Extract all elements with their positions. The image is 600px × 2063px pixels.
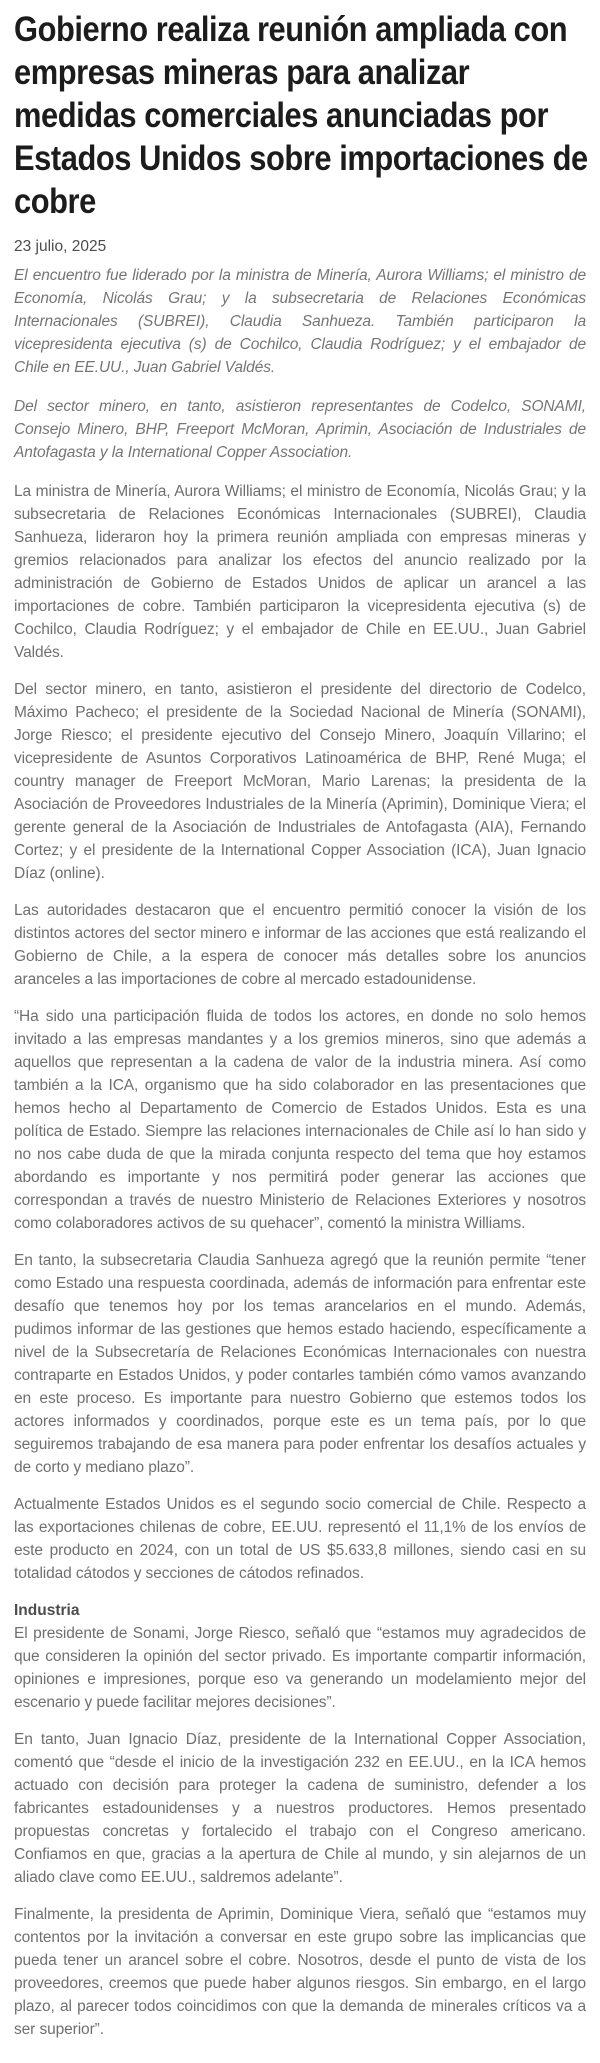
section-heading-industria: Industria — [14, 1602, 80, 1619]
body-paragraph: Las autoridades destacaron que el encuentro permitió conocer la visión de los distintos actores del sector minero e informar de las acciones que está realizando el Gobierno de Chile, a la espera de conocer más detalles sobre los anuncios aranceles a las importaciones de cobre al mercado estadounidense. — [14, 902, 586, 988]
industry-paragraph: El presidente de Sonami, Jorge Riesco, señaló que “estamos muy agradecidos de que consideren la opinión del sector privado. Es importante compartir información, opiniones e impresiones, porque eso va generando un modelamiento mejor del escenario y puede facilitar mejores decisiones”. — [14, 1625, 586, 1711]
lead-paragraph: El encuentro fue liderado por la ministra de Minería, Aurora Williams; el ministro de Economía, Nicolás Grau; y la subsecretaria de Relaciones Económicas Internacionales (SUBREI), Claudia Sanhueza. También participaron la vicepresidenta ejecutiva (s) de Cochilco, Claudia Rodríguez; y el embajador de Chile en EE.UU., Juan Gabriel Valdés. — [14, 267, 586, 376]
body-paragraph: Actualmente Estados Unidos es el segundo socio comercial de Chile. Respecto a las exportaciones chilenas de cobre, EE.UU. representó el 11,1% de los envíos de este producto en 2024, con un total de US $5.633,8 millones, siendo casi en su totalidad cátodos y secciones de cátodos refinados. — [14, 1496, 586, 1582]
article-date: 23 julio, 2025 — [14, 238, 107, 255]
lead-paragraph: Del sector minero, en tanto, asistieron representantes de Codelco, SONAMI, Consejo Minero, BHP, Freeport McMoran, Aprimin, Asociación de Industriales de Antofagasta y la International Copper Association. — [14, 398, 586, 461]
body-paragraph: “Ha sido una participación fluida de todos los actores, en donde no solo hemos invitado a las empresas mandantes y a los gremios mineros, sino que además a aquellos que representan a la cadena de valor de la industria minera. Así como también a la ICA, organismo que ha sido colaborador en las presentaciones que hemos hecho al Departamento de Comercio de Estados Unidos. Esta es una política de Estado. Siempre las relaciones internacionales de Chile así lo han sido y no nos cabe duda de que la mirada conjunta respecto del tema que hoy estamos abordando es importante y nos permitirá poder generar las acciones que correspondan a través de nuestro Ministerio de Relaciones Exteriores y nosotros como colaboradores activos de su quehacer”, comentó la ministra Williams. — [14, 1008, 586, 1232]
industry-paragraph: En tanto, Juan Ignacio Díaz, presidente de la International Copper Association, comentó que “desde el inicio de la investigación 232 en EE.UU., en la ICA hemos actuado con decisión para proteger la cadena de suministro, defender a los fabricantes estadounidenses y a nuestros productores. Hemos presentado propuestas concretas y fortalecido el trabajo con el Congreso americano. Confiamos en que, gracias a la apertura de Chile al mundo, y sin alejarnos de un aliado clave como EE.UU., saldremos adelante”. — [14, 1731, 586, 1886]
industry-paragraph: Finalmente, la presidenta de Aprimin, Dominique Viera, señaló que “estamos muy contentos por la invitación a conversar en este grupo sobre las implicancias que pueda tener un arancel sobre el cobre. Nosotros, desde el punto de vista de los proveedores, creemos que puede haber algunos riesgos. Sin embargo, en el largo plazo, al parecer todos coincidimos con que la demanda de minerales críticos va a ser superior”. — [14, 1906, 586, 2038]
article-title: Gobierno realiza reunión ampliada con empresas mineras para analizar medidas comerciales anunciadas por Estados Unidos sobre importaciones de cobre — [14, 10, 588, 221]
body-paragraph: Del sector minero, en tanto, asistieron el presidente del directorio de Codelco, Máximo Pacheco; el presidente de la Sociedad Nacional de Minería (SONAMI), Jorge Riesco; el presidente ejecutivo del Consejo Minero, Joaquín Villarino; el vicepresidente de Asuntos Corporativos Latinoamérica de BHP, René Muga; el country manager de Freeport McMoran, Mario Larenas; la presidenta de la Asociación de Proveedores Industriales de la Minería (Aprimin), Dominique Viera; el gerente general de la Asociación de Industriales de Antofagasta (AIA), Fernando Cortez; y el presidente de la International Copper Association (ICA), Juan Ignacio Díaz (online). — [14, 681, 586, 882]
body-paragraph: La ministra de Minería, Aurora Williams; el ministro de Economía, Nicolás Grau; y la subsecretaria de Relaciones Económicas Internacionales (SUBREI), Claudia Sanhueza, lideraron hoy la primera reunión ampliada con empresas mineras y gremios relacionados para analizar los efectos del anuncio realizado por la administración de Gobierno de Estados Unidos de aplicar un arancel a las importaciones de cobre. También participaron la vicepresidenta ejecutiva (s) de Cochilco, Claudia Rodríguez; y el embajador de Chile en EE.UU., Juan Gabriel Valdés. — [14, 483, 586, 661]
body-paragraph: En tanto, la subsecretaria Claudia Sanhueza agregó que la reunión permite “tener como Estado una respuesta coordinada, además de información para enfrentar este desafío que tenemos hoy por los temas arancelarios en el mundo. Además, pudimos informar de las gestiones que hemos estado haciendo, específicamente a nivel de la Subsecretaría de Relaciones Económicas Internacionales con nuestra contraparte en Estados Unidos, y poder contarles también cómo vamos avanzando en este proceso. Es importante para nuestro Gobierno que estemos todos los actores informados y coordinados, porque este es un tema país, por lo que seguiremos trabajando de esa manera para poder enfrentar los desafíos actuales y de corto y mediano plazo”. — [14, 1252, 586, 1476]
